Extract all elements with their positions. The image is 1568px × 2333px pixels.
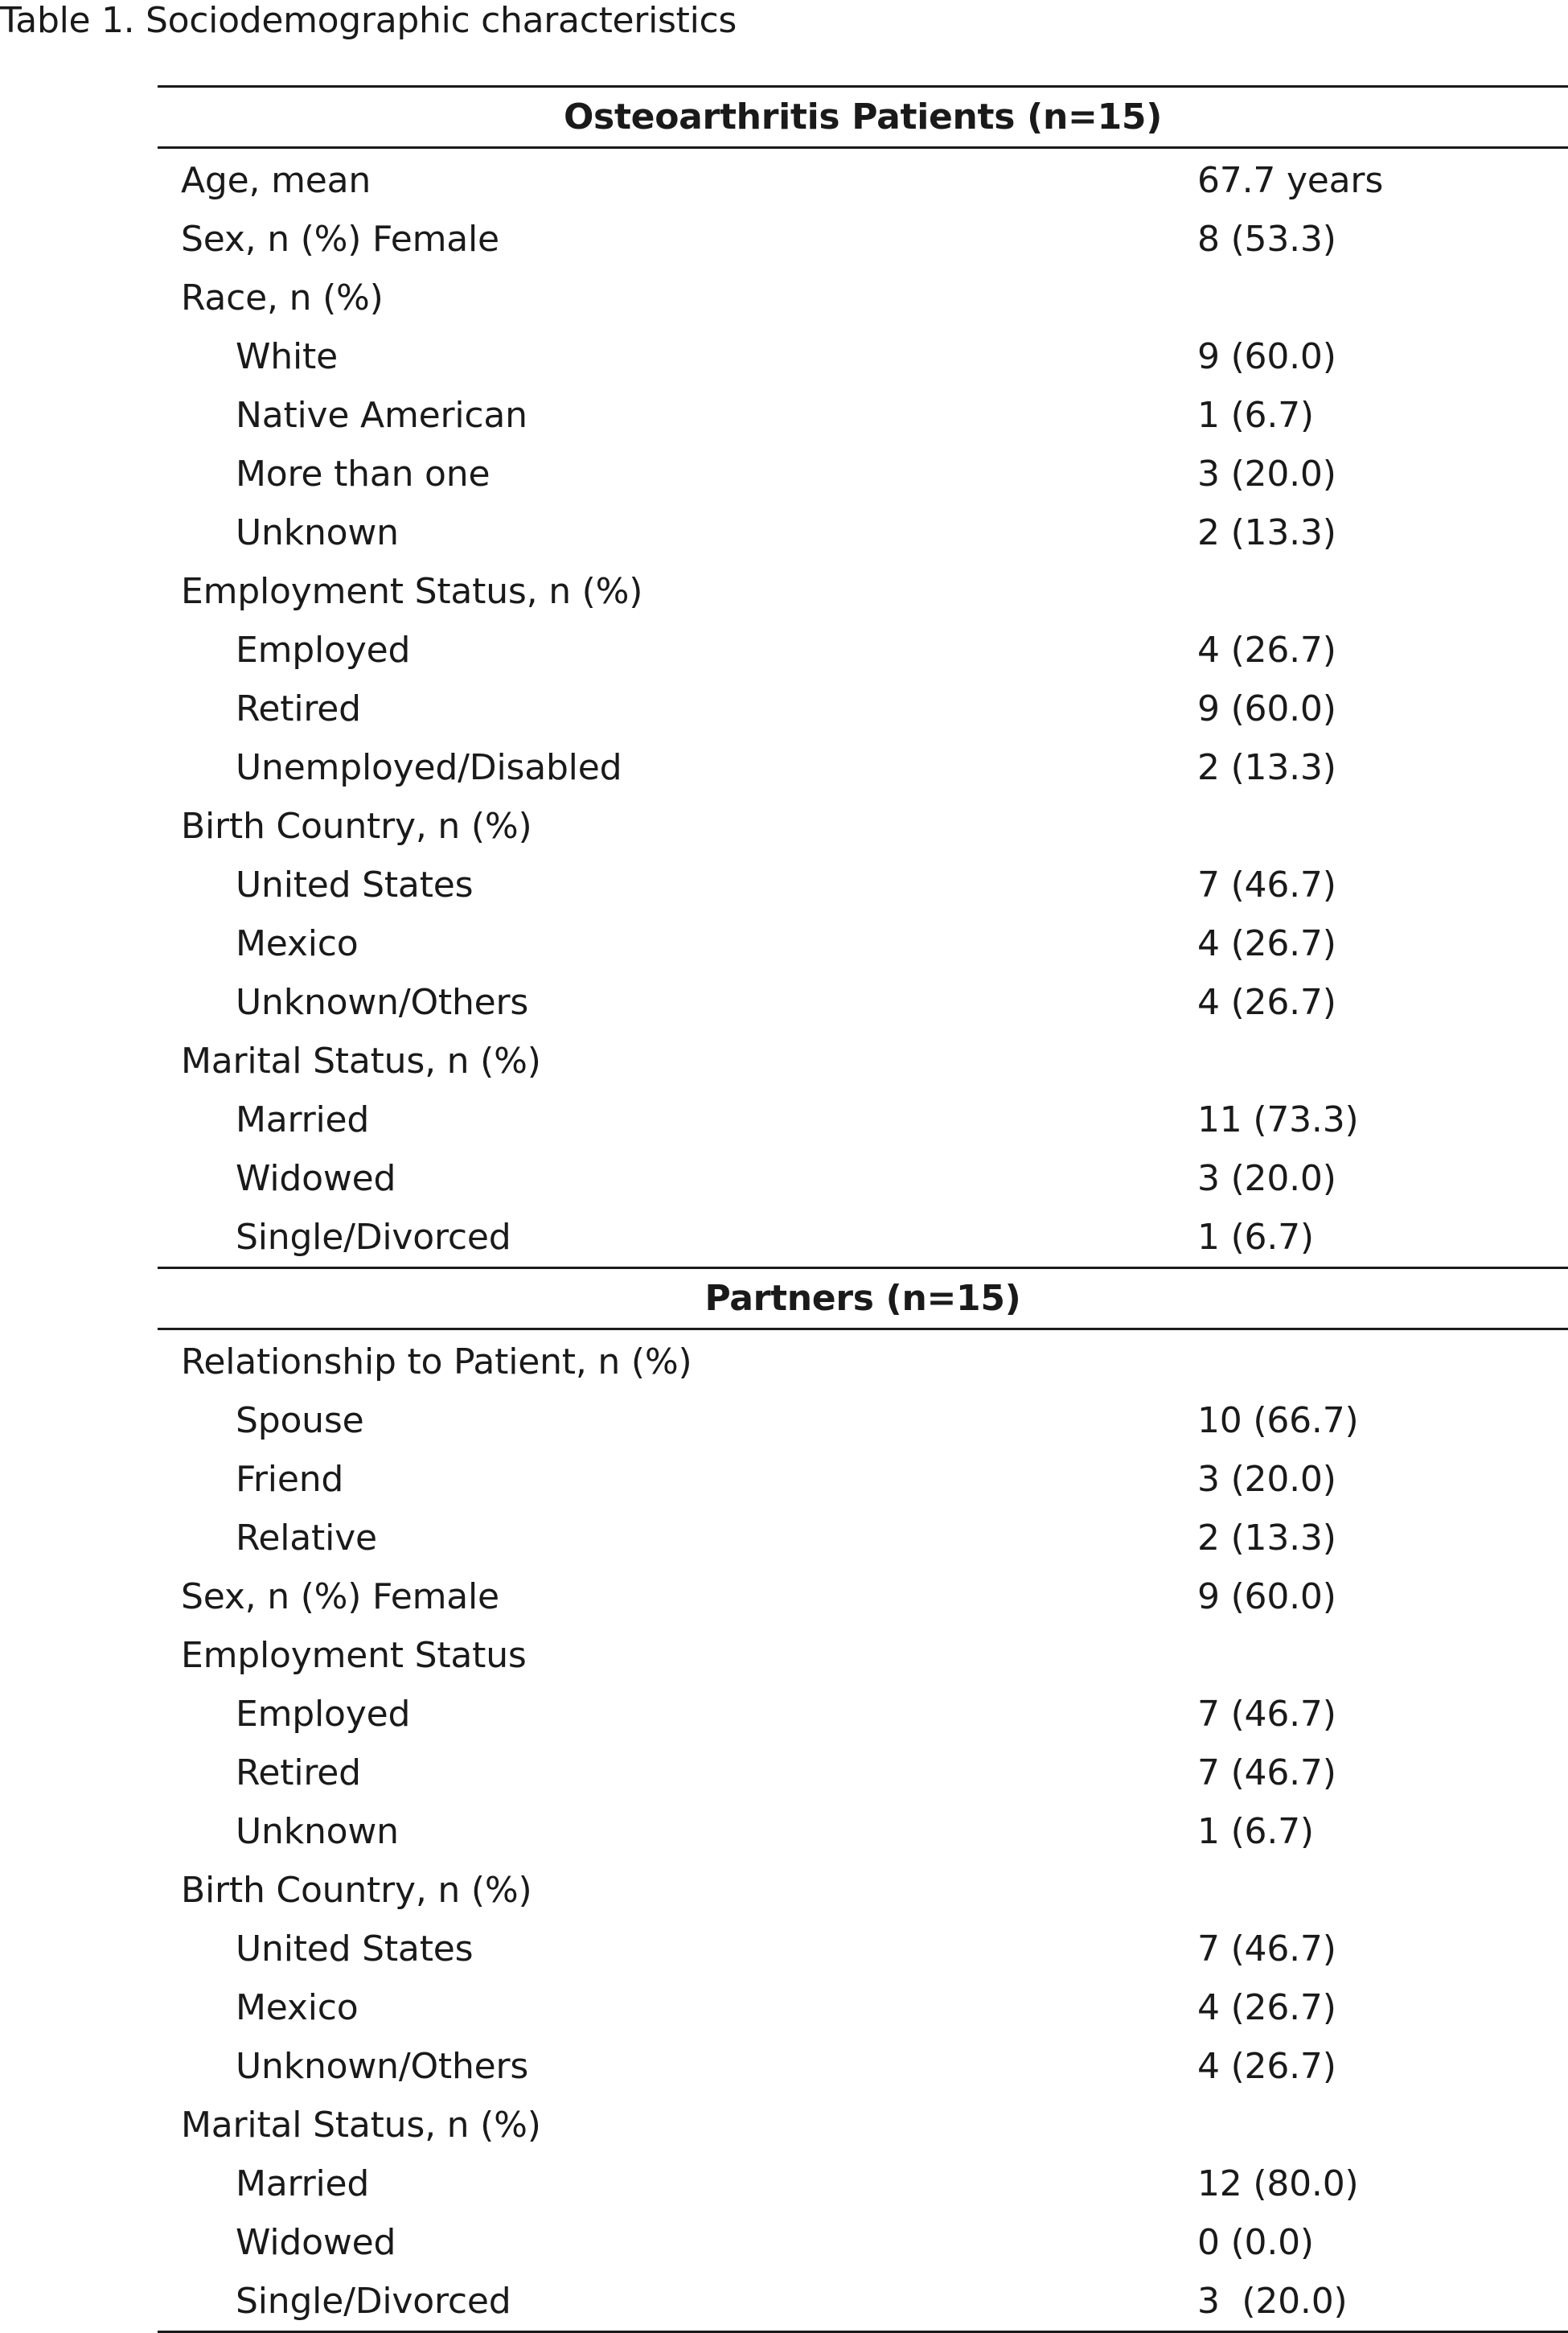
row-value: 7 (46.7) [1197, 1752, 1336, 1793]
table-row [158, 1391, 1568, 1450]
table-row [158, 797, 1568, 856]
table-row [158, 2037, 1568, 2096]
row-value: 7 (46.7) [1197, 865, 1336, 906]
table-row [158, 386, 1568, 445]
row-label: United States [236, 1928, 474, 1969]
row-label: Mexico [236, 923, 359, 964]
table-row [158, 973, 1568, 1032]
table-row [158, 1978, 1568, 2037]
row-label: Unknown/Others [236, 982, 529, 1023]
row-label: Marital Status, n (%) [181, 2105, 541, 2146]
table-row [158, 151, 1568, 210]
row-value: 9 (60.0) [1197, 336, 1336, 377]
row-value: 4 (26.7) [1197, 630, 1336, 671]
row-value: 11 (73.3) [1197, 1099, 1359, 1140]
group-header-patients: Osteoarthritis Patients (n=15) [563, 97, 1163, 138]
row-value: 2 (13.3) [1197, 1518, 1336, 1559]
table-row [158, 1567, 1568, 1626]
row-value: 2 (13.3) [1197, 512, 1336, 553]
row-label: Widowed [236, 2222, 396, 2263]
row-value: 9 (60.0) [1197, 1576, 1336, 1617]
table-row [158, 738, 1568, 797]
table-row [158, 1685, 1568, 1744]
table-row [158, 856, 1568, 914]
row-value: 67.7 years [1197, 160, 1384, 201]
table-row [158, 2154, 1568, 2213]
row-value: 2 (13.3) [1197, 747, 1336, 788]
row-value: 4 (26.7) [1197, 2046, 1336, 2087]
row-label: Relationship to Patient, n (%) [181, 1341, 692, 1382]
row-label: Native American [236, 395, 527, 436]
row-value: 3 (20.0) [1197, 2281, 1348, 2322]
row-value: 3 (20.0) [1197, 1158, 1336, 1199]
table-row [158, 1626, 1568, 1685]
group-rows-partners [158, 1330, 1568, 2331]
row-value: 4 (26.7) [1197, 1987, 1336, 2028]
row-value: 12 (80.0) [1197, 2163, 1359, 2204]
row-label: Retired [236, 1752, 361, 1793]
row-label: Employment Status, n (%) [181, 571, 643, 612]
row-label: Race, n (%) [181, 277, 384, 318]
table-row [158, 1920, 1568, 1978]
row-label: Employed [236, 630, 411, 671]
row-value: 1 (6.7) [1197, 1217, 1314, 1258]
row-label: Single/Divorced [236, 1217, 511, 1258]
table-row [158, 1744, 1568, 1802]
row-label: Mexico [236, 1987, 359, 2028]
row-value: 4 (26.7) [1197, 982, 1336, 1023]
row-value: 9 (60.0) [1197, 688, 1336, 729]
row-label: Married [236, 2163, 370, 2204]
table-row [158, 2096, 1568, 2154]
row-value: 7 (46.7) [1197, 1694, 1336, 1735]
row-label: Birth Country, n (%) [181, 806, 532, 847]
row-label: Friend [236, 1459, 344, 1500]
table-row [158, 269, 1568, 327]
row-label: Sex, n (%) Female [181, 1576, 499, 1617]
row-label: More than one [236, 454, 491, 495]
table-row [158, 445, 1568, 503]
row-label: Age, mean [181, 160, 371, 201]
row-label: Unemployed/Disabled [236, 747, 622, 788]
table-row [158, 1450, 1568, 1509]
row-label: Sex, n (%) Female [181, 219, 499, 260]
row-value: 7 (46.7) [1197, 1928, 1336, 1969]
row-label: Birth Country, n (%) [181, 1870, 532, 1911]
row-label: Retired [236, 688, 361, 729]
row-label: Unknown [236, 512, 399, 553]
table-row [158, 210, 1568, 269]
table-row [158, 1509, 1568, 1567]
table-row [158, 2272, 1568, 2331]
row-label: Relative [236, 1518, 377, 1559]
row-label: Unknown/Others [236, 2046, 529, 2087]
table-row [158, 327, 1568, 386]
row-label: United States [236, 865, 474, 906]
row-label: Spouse [236, 1400, 364, 1441]
row-label: Unknown [236, 1811, 399, 1852]
row-value: 8 (53.3) [1197, 219, 1336, 260]
row-value: 1 (6.7) [1197, 395, 1314, 436]
row-label: Married [236, 1099, 370, 1140]
table-row [158, 621, 1568, 680]
table-row [158, 562, 1568, 621]
row-value: 3 (20.0) [1197, 454, 1336, 495]
row-label: Employment Status [181, 1635, 527, 1676]
row-value: 4 (26.7) [1197, 923, 1336, 964]
row-value: 0 (0.0) [1197, 2222, 1314, 2263]
table-row [158, 2213, 1568, 2272]
row-value: 3 (20.0) [1197, 1459, 1336, 1500]
table-row [158, 1149, 1568, 1208]
row-value: 1 (6.7) [1197, 1811, 1314, 1852]
row-label: White [236, 336, 338, 377]
row-label: Single/Divorced [236, 2281, 511, 2322]
sociodemographic-table [158, 85, 1568, 2333]
table-row [158, 1861, 1568, 1920]
row-label: Marital Status, n (%) [181, 1041, 541, 1082]
table-row [158, 1208, 1568, 1267]
table-row [158, 1333, 1568, 1391]
table-row [158, 914, 1568, 973]
row-label: Widowed [236, 1158, 396, 1199]
table-row [158, 1802, 1568, 1861]
table-row [158, 503, 1568, 562]
group-rows-patients [158, 149, 1568, 1267]
row-label: Employed [236, 1694, 411, 1735]
table-row [158, 1091, 1568, 1149]
table-row [158, 680, 1568, 738]
group-header-partners: Partners (n=15) [704, 1278, 1021, 1319]
table-row [158, 1032, 1568, 1091]
table-caption: Table 1. Sociodemographic characteristics [0, 0, 737, 41]
row-value: 10 (66.7) [1197, 1400, 1359, 1441]
